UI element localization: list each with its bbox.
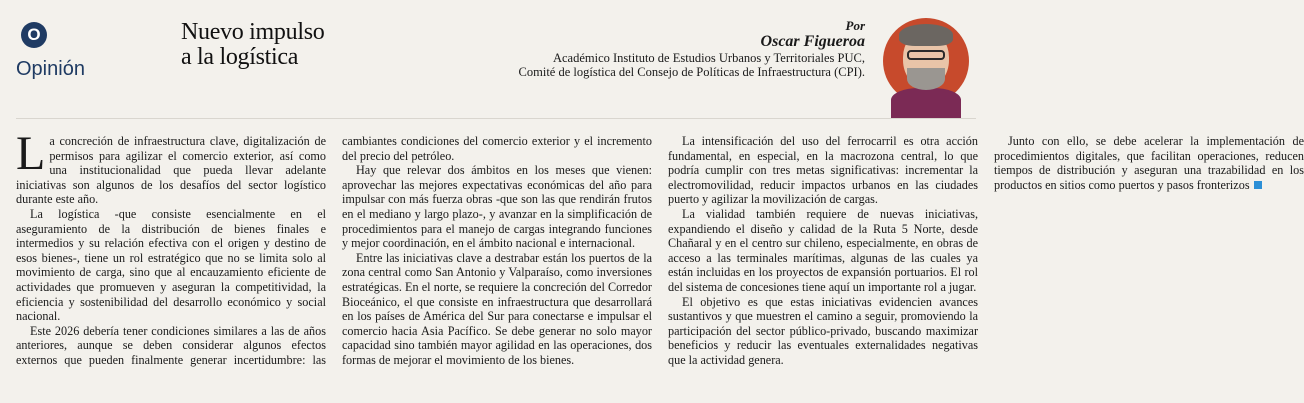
paragraph-1: La concreción de infraestructura clave, digitalización de permisos para agilizar el comercio exterior, así como una institucionalidad que pueda llevar adelante iniciativas son algunos de los desafíos del sector logístico durante este año. [16,127,326,207]
paragraph-3: Este 2026 debería tener condiciones similares a las de años anteriores, aunque se deben considerar algunos efectos externos que pueden finalmente generar incertidumbre: las cambiantes condiciones del comercio exterior y el incremento del precio del petróleo. [16,134,652,367]
paragraph-8: El objetivo es que estas iniciativas evidencien avances sustantivos y que muestren el camino a seguir, promoviendo la participación del sector público-privado, buscando maximizar beneficios y reducir las eventuales externalidades negativas que la actividad genera. [668,294,978,367]
author-photo [883,18,969,104]
paragraph-9: Junto con ello, se debe acelerar la implementación de procedimientos digitales, que facilitan operaciones, reducen tiempos de distribución y aseguran una trazabilidad en los productos en sitios como puertos y pasos fronterizos [994,134,1304,192]
divider [16,118,976,119]
author-role-1: Académico Instituto de Estudios Urbanos y Territoriales PUC, [552,51,865,65]
end-mark-icon [1254,181,1262,189]
paragraph-5: Entre las iniciativas clave a destrabar están los puertos de la zona central como San Antonio y Valparaíso, como inversiones estratégicas. En el norte, se requiere la concreción del Corredor Bioceánico, el que consiste en infraestructura que desarrollará en los países de América del Sur para conectarse e impulsar el comercio hacia Asia Pacífico. Se debe generar no solo mayor capacidad sino también mayor agilidad en las operaciones, dos formas de mejorar el movimiento de los bienes. [342,250,652,367]
drop-cap: L [16,127,46,180]
title-line-1: Nuevo impulso [181,19,325,45]
byline-por: Por [845,18,865,33]
section-badge-icon: O [21,22,47,48]
paragraph-6: La intensificación del uso del ferrocarril es otra acción fundamental, en especial, en la macrozona central, lo que podría cumplir con tres metas significativas: incrementar la electromovilidad, reducir impactos urbanos en las ciudades puerto y agilizar la movilización de cargas. [668,134,978,207]
paragraph-2: La logística -que consiste esencialmente en el aseguramiento de la distribución de bienes finales e intermedios y su relación efectiva con el origen y destino de esos bienes-, tiene un rol estratégico que no se limita solo al movimiento de carga, sino que al encauzamiento eficiente de actividades que promueven y aseguran la competitividad, la eficiencia y sostenibilidad del desarrollo económico y social nacional. [16,206,326,324]
author-name: Oscar Figueroa [760,33,865,50]
paragraph-4: Hay que relevar dos ámbitos en los meses que vienen: aprovechar las mejores expectativas económicas del año para impulsar con más fuerza obras -que son las que rendirán frutos en el mediano y largo plazo-, y avanzar en la simplificación de procedimientos para el manejo de cargas integrando funciones y mejor coordinación, en el ámbito nacional e internacional. [342,163,652,251]
author-role-2: Comité de logística del Consejo de Políticas de Infraestructura (CPI). [518,65,865,79]
paragraph-7: La vialidad también requiere de nuevas iniciativas, expandiendo el diseño y calidad de la Ruta 5 Norte, desde Chañaral y en el centro sur chileno, especialmente, en obras de acceso a las terminales marítimas, algunas de las cuales ya están incluidas en los proyectos de expansión portuarios. El rol del sistema de concesiones tiene aquí un importante rol a jugar. [668,206,978,294]
title-line-2: a la logística [181,44,299,70]
byline [445,19,865,79]
article-body [16,127,1304,396]
article-title [181,20,441,70]
section-label: Opinión [16,58,85,80]
